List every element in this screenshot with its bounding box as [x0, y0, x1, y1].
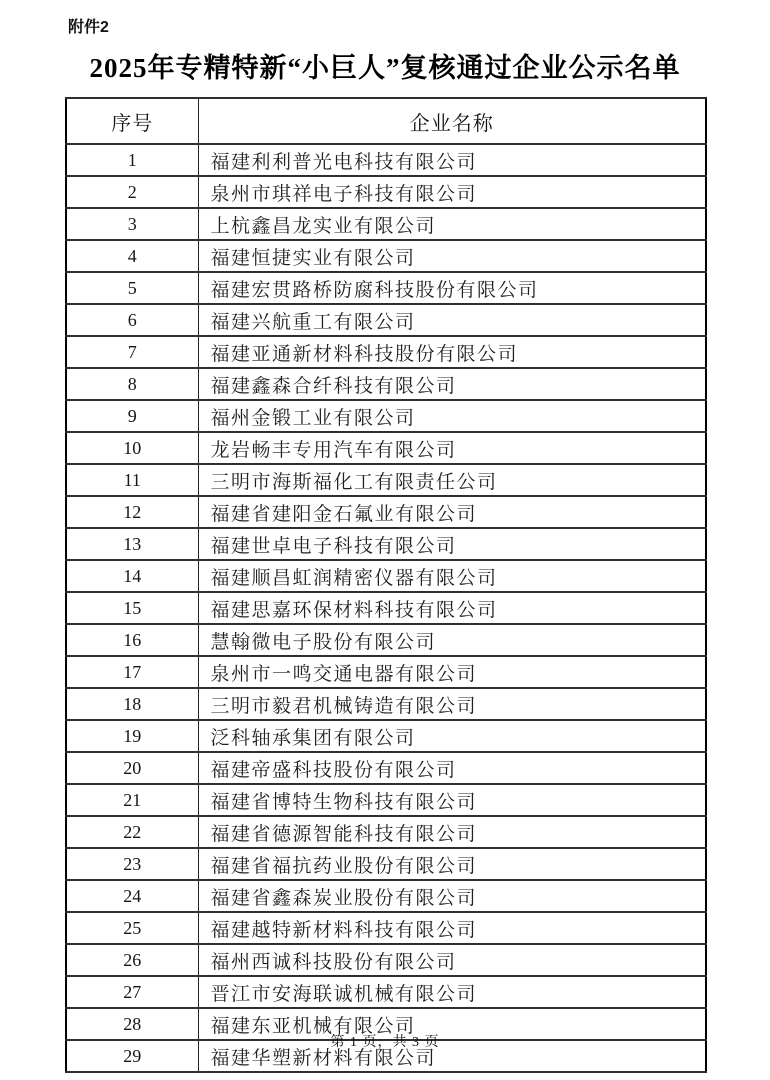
- company-name: 福建东亚机械有限公司: [198, 1008, 706, 1040]
- company-name: 晋江市安海联诚机械有限公司: [198, 976, 706, 1008]
- company-name: 福州西诚科技股份有限公司: [198, 944, 706, 976]
- table-row: [66, 304, 706, 336]
- company-name: 三明市毅君机械铸造有限公司: [198, 688, 706, 720]
- table-row: [66, 720, 706, 752]
- table-body: [66, 144, 706, 1072]
- table-row: [66, 784, 706, 816]
- company-name: 福建省博特生物科技有限公司: [198, 784, 706, 816]
- table-row: [66, 368, 706, 400]
- attachment-label: 附件2: [68, 19, 109, 36]
- row-number: 2: [66, 176, 198, 208]
- row-number: 23: [66, 848, 198, 880]
- company-name: 福建鑫森合纤科技有限公司: [198, 368, 706, 400]
- company-name: 泛科轴承集团有限公司: [198, 720, 706, 752]
- row-number: 6: [66, 304, 198, 336]
- company-name: 福建省建阳金石氟业有限公司: [198, 496, 706, 528]
- company-name: 福建省福抗药业股份有限公司: [198, 848, 706, 880]
- row-number: 18: [66, 688, 198, 720]
- table-row: [66, 976, 706, 1008]
- table-row: [66, 176, 706, 208]
- row-number: 10: [66, 432, 198, 464]
- table-row: [66, 464, 706, 496]
- company-name: 福建思嘉环保材料科技有限公司: [198, 592, 706, 624]
- row-number: 5: [66, 272, 198, 304]
- company-name: 上杭鑫昌龙实业有限公司: [198, 208, 706, 240]
- company-name: 福建越特新材料科技有限公司: [198, 912, 706, 944]
- row-number: 4: [66, 240, 198, 272]
- company-name: 福建帝盛科技股份有限公司: [198, 752, 706, 784]
- table-row: [66, 272, 706, 304]
- table-row: [66, 880, 706, 912]
- company-name: 福建亚通新材料科技股份有限公司: [198, 336, 706, 368]
- row-number: 24: [66, 880, 198, 912]
- company-table: [65, 97, 707, 1073]
- table-row: [66, 944, 706, 976]
- row-number: 21: [66, 784, 198, 816]
- company-name: 福建华塑新材料有限公司: [198, 1040, 706, 1072]
- company-name: 福建省德源智能科技有限公司: [198, 816, 706, 848]
- company-name: 慧翰微电子股份有限公司: [198, 624, 706, 656]
- row-number: 15: [66, 592, 198, 624]
- table-header-row: [66, 98, 706, 144]
- row-number: 7: [66, 336, 198, 368]
- row-number: 25: [66, 912, 198, 944]
- company-name: 龙岩畅丰专用汽车有限公司: [198, 432, 706, 464]
- table-row: [66, 912, 706, 944]
- page-title: 2025年专精特新“小巨人”复核通过企业公示名单: [89, 53, 681, 83]
- table-row: [66, 432, 706, 464]
- row-number: 12: [66, 496, 198, 528]
- row-number: 17: [66, 656, 198, 688]
- table-row: [66, 240, 706, 272]
- table-row: [66, 688, 706, 720]
- table-row: [66, 560, 706, 592]
- table-row: [66, 528, 706, 560]
- company-name: 福建恒捷实业有限公司: [198, 240, 706, 272]
- table-row: [66, 752, 706, 784]
- table-row: [66, 816, 706, 848]
- table-row: [66, 624, 706, 656]
- company-name: 福建利利普光电科技有限公司: [198, 144, 706, 176]
- company-name: 福建世卓电子科技有限公司: [198, 528, 706, 560]
- row-number: 16: [66, 624, 198, 656]
- row-number: 20: [66, 752, 198, 784]
- row-number: 29: [66, 1040, 198, 1072]
- row-number: 1: [66, 144, 198, 176]
- row-number: 13: [66, 528, 198, 560]
- column-header-name: 企业名称: [198, 98, 706, 144]
- table-row: [66, 848, 706, 880]
- table-row: [66, 144, 706, 176]
- company-name: 泉州市一鸣交通电器有限公司: [198, 656, 706, 688]
- row-number: 14: [66, 560, 198, 592]
- table-row: [66, 496, 706, 528]
- row-number: 26: [66, 944, 198, 976]
- table-row: [66, 336, 706, 368]
- table-row: [66, 400, 706, 432]
- company-name: 泉州市琪祥电子科技有限公司: [198, 176, 706, 208]
- table-row: [66, 208, 706, 240]
- row-number: 22: [66, 816, 198, 848]
- company-name: 福建顺昌虹润精密仪器有限公司: [198, 560, 706, 592]
- row-number: 8: [66, 368, 198, 400]
- row-number: 28: [66, 1008, 198, 1040]
- row-number: 3: [66, 208, 198, 240]
- row-number: 11: [66, 464, 198, 496]
- row-number: 19: [66, 720, 198, 752]
- company-name: 福建省鑫森炭业股份有限公司: [198, 880, 706, 912]
- company-name: 福州金锻工业有限公司: [198, 400, 706, 432]
- company-name: 三明市海斯福化工有限责任公司: [198, 464, 706, 496]
- table-row: [66, 656, 706, 688]
- company-name: 福建宏贯路桥防腐科技股份有限公司: [198, 272, 706, 304]
- column-header-no: 序号: [66, 98, 198, 144]
- page-footer: 第 1 页，共 3 页: [330, 1035, 440, 1050]
- row-number: 27: [66, 976, 198, 1008]
- table-row: [66, 592, 706, 624]
- row-number: 9: [66, 400, 198, 432]
- company-name: 福建兴航重工有限公司: [198, 304, 706, 336]
